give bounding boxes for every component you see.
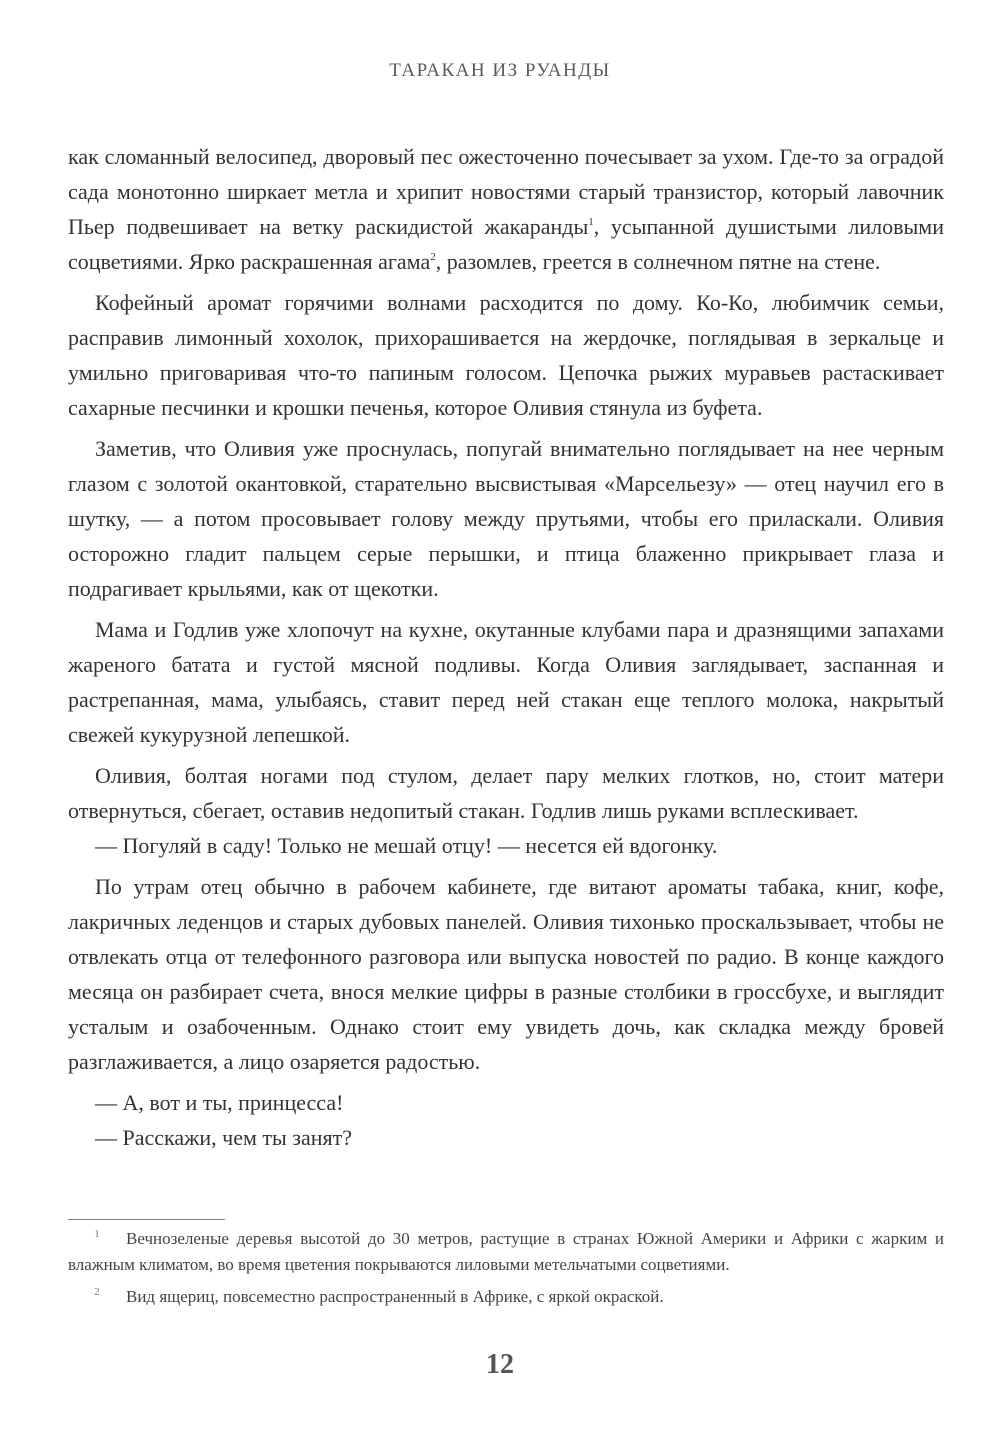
paragraph-text: , разомлев, греется в солнечном пятне на стене. [435, 249, 881, 274]
dialogue-line: — Погуляй в саду! Только не мешай отцу! — несется ей вдогонку. [95, 833, 718, 858]
footnote-text: Вечнозеленые деревья высотой до 30 метров, растущие в странах Южной Америки и Африки с жарким и влажным климатом, во время цветения покрываются лиловыми метельчатыми соцветиями. [68, 1229, 944, 1274]
paragraph [68, 139, 944, 279]
paragraph-text: , усыпанной душистыми лиловыми соцветиями. Ярко раскрашенная агама [68, 214, 945, 274]
dialogue-line: — А, вот и ты, принцесса! [95, 1090, 344, 1115]
main-text [68, 139, 944, 1161]
dialogue-line: — Расскажи, чем ты занят? [95, 1125, 352, 1150]
page-number: 12 [486, 1349, 514, 1380]
footnote-divider [68, 1219, 225, 1220]
footnote-text: Вид ящериц, повсеместно распространенный в Африке, с яркой окраской. [126, 1287, 664, 1306]
footnote-ref[interactable]: 2 [430, 251, 436, 263]
footnote-ref[interactable]: 1 [588, 216, 594, 228]
paragraph: По утрам отец обычно в рабочем кабинете, где витают ароматы табака, книг, кофе, лакричных леденцов и старых дубовых панелей. Оливия тихонько проскальзывает, чтобы не отвлекать отца от телефонного разговора или выпуска новостей по радио. В конце каждого месяца он разбирает счета, внося мелкие цифры в разные столбики в гроссбухе, и выглядит усталым и озабоченным. Однако стоит ему увидеть дочь, как складка между бровей разглаживается, а лицо озаряется радостью. [68, 874, 944, 1074]
footnote: 1 Вечнозеленые деревья высотой до 30 метров, растущие в странах Южной Америки и Африки с жарким и влажным климатом, во время цветения покрываются лиловыми метельчатыми соцветиями. [68, 1228, 944, 1274]
running-title: ТАРАКАН ИЗ РУАНДЫ [389, 60, 611, 81]
paragraph: Оливия, болтая ногами под стулом, делает пару мелких глотков, но, стоит матери отвернуться, сбегает, оставив недопитый стакан. Годлив лишь руками всплескивает. [68, 763, 944, 823]
paragraph: Кофейный аромат горячими волнами расходится по дому. Ко-Ко, любимчик семьи, расправив лимонный хохолок, прихорашивается на жердочке, поглядывая в зеркальце и умильно приговаривая что-то папиным голосом. Цепочка рыжих муравьев растаскивает сахарные песчинки и крошки печенья, которое Оливия стянула из буфета. [68, 290, 944, 420]
footnote: 2 Вид ящериц, повсеместно распространенный в Африке, с яркой окраской. [94, 1286, 664, 1306]
paragraph-text: как сломанный велосипед, дворовый пес ожесточенно почесывает за ухом. Где-то за оградой сада монотонно ширкает метла и хрипит новостями старый транзистор, который лавочник Пьер подвешивает на ветку раскидистой жакаранды [68, 144, 944, 239]
footnotes [68, 1226, 944, 1316]
paragraph: Заметив, что Оливия уже проснулась, попугай внимательно поглядывает на нее черным глазом с золотой окантовкой, старательно высвистывая «Марсельезу» — отец научил его в шутку, — а потом просовывает голову между прутьями, чтобы его приласкали. Оливия осторожно гладит пальцем серые перышки, и птица блаженно прикрывает глаза и подрагивает крыльями, как от щекотки. [68, 436, 944, 601]
paragraph: Мама и Годлив уже хлопочут на кухне, окутанные клубами пара и дразнящими запахами жареного батата и густой мясной подливы. Когда Оливия заглядывает, заспанная и растрепанная, мама, улыбаясь, ставит перед ней стакан еще теплого молока, накрытый свежей кукурузной лепешкой. [68, 617, 944, 747]
